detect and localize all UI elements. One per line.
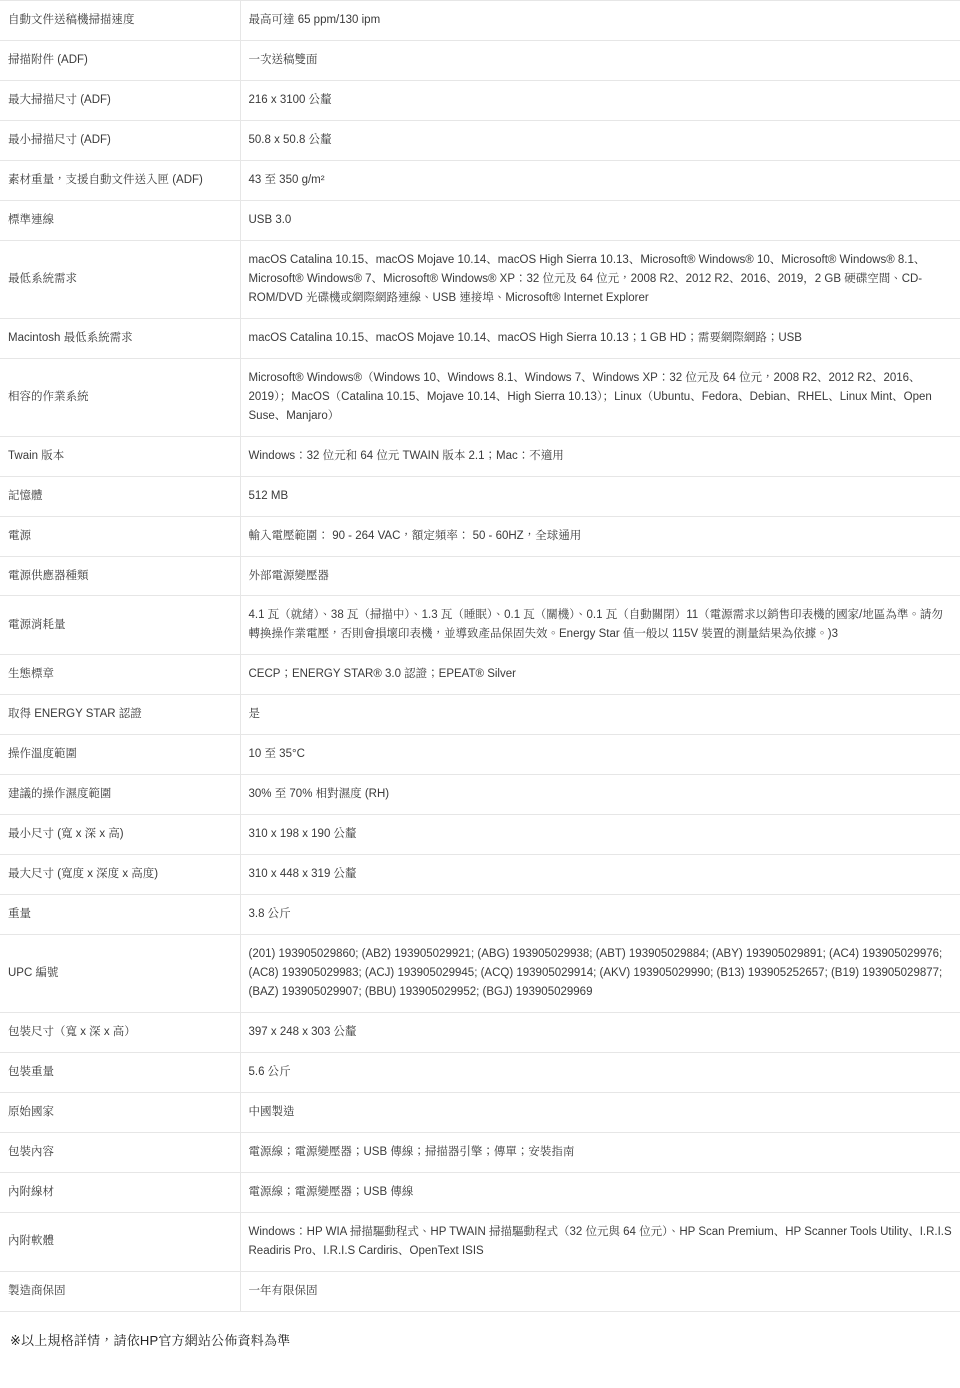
spec-label: 最小尺寸 (寬 x 深 x 高) <box>0 815 240 855</box>
spec-label: 最小掃描尺寸 (ADF) <box>0 120 240 160</box>
table-row <box>0 40 960 80</box>
spec-value: 10 至 35°C <box>248 748 305 761</box>
table-row <box>0 935 960 1013</box>
spec-label: 內附軟體 <box>0 1212 240 1271</box>
spec-label: 最大尺寸 (寬度 x 深度 x 高度) <box>0 855 240 895</box>
table-row <box>0 436 960 476</box>
table-row <box>0 1172 960 1212</box>
table-row <box>0 1053 960 1093</box>
spec-value: USB 3.0 <box>248 213 292 226</box>
spec-value: 中國製造 <box>248 1106 295 1119</box>
spec-value: 397 x 248 x 303 公釐 <box>248 1026 357 1039</box>
spec-value: 一次送稿雙面 <box>248 53 318 66</box>
table-row <box>0 516 960 556</box>
table-row <box>0 695 960 735</box>
spec-label: 包裝內容 <box>0 1133 240 1173</box>
spec-value: CECP；ENERGY STAR® 3.0 認證；EPEAT® Silver <box>248 668 516 681</box>
spec-label: 最大掃描尺寸 (ADF) <box>0 80 240 120</box>
spec-label: 相容的作業系統 <box>0 358 240 436</box>
spec-value: 310 x 448 x 319 公釐 <box>248 868 357 881</box>
spec-value: 310 x 198 x 190 公釐 <box>248 828 357 841</box>
table-row <box>0 735 960 775</box>
spec-label: 生態標章 <box>0 655 240 695</box>
spec-label: 包裝尺寸（寬 x 深 x 高） <box>0 1013 240 1053</box>
spec-label: 電源供應器種類 <box>0 556 240 596</box>
table-row <box>0 1093 960 1133</box>
table-row <box>0 1271 960 1311</box>
table-row <box>0 80 960 120</box>
table-row <box>0 775 960 815</box>
table-row <box>0 815 960 855</box>
spec-label: 記憶體 <box>0 476 240 516</box>
spec-value: 216 x 3100 公釐 <box>248 93 332 106</box>
table-row <box>0 240 960 318</box>
table-row <box>0 1 960 41</box>
spec-label: 操作溫度範圍 <box>0 735 240 775</box>
spec-value: 5.6 公斤 <box>248 1066 291 1079</box>
table-row <box>0 556 960 596</box>
table-row <box>0 895 960 935</box>
spec-value: 30% 至 70% 相對濕度 (RH) <box>248 788 390 801</box>
spec-value: 是 <box>248 708 260 721</box>
spec-label: 製造商保固 <box>0 1271 240 1311</box>
table-row <box>0 1133 960 1173</box>
footnote: ※以上規格詳情，請依HP官方網站公佈資料為準 <box>10 1332 291 1348</box>
spec-value: 電源線；電源變壓器；USB 傳線 <box>248 1185 414 1198</box>
spec-value: macOS Catalina 10.15、macOS Mojave 10.14、macOS High Sierra 10.13；1 GB HD；需要網際網路；USB <box>248 331 802 344</box>
table-row <box>0 160 960 200</box>
spec-value: 4.1 瓦（就緒）、38 瓦（掃描中）、1.3 瓦（睡眠）、0.1 瓦（關機）、0.1 瓦（自動關閉）11（電源需求以銷售印表機的國家/地區為準。請勿轉換操作業電壓，否則會損壞印表機，並導致產品保固失效。Energy Star 值一般以 115V 裝置的測量結果為依據。)3 <box>248 609 943 641</box>
spec-label: 自動文件送稿機掃描速度 <box>0 1 240 41</box>
spec-value: macOS Catalina 10.15、macOS Mojave 10.14、macOS High Sierra 10.13、Microsoft® Windows® 10、Microsoft® Windows® 8.1、Microsoft® Windows® 7、Microsoft® Windows® XP：32 位元及 64 位元，2008 R2、2012 R2、2016、2019，2 GB 硬碟空間、CD-ROM/DVD 光碟機或網際網路連線、USB 連接埠、Microsoft® Internet Explorer <box>248 253 926 304</box>
spec-label: 重量 <box>0 895 240 935</box>
spec-value: Windows：HP WIA 掃描驅動程式、HP TWAIN 掃描驅動程式（32 位元與 64 位元）、HP Scan Premium、HP Scanner Tools Utility、I.R.I.S Readiris Pro、I.R.I.S Cardiris、OpenText ISIS <box>248 1225 952 1257</box>
spec-value: 512 MB <box>248 489 289 502</box>
spec-value: Microsoft® Windows®（Windows 10、Windows 8.1、Windows 7、Windows XP：32 位元及 64 位元，2008 R2、2012 R2、2016、2019）；MacOS（Catalina 10.15、Mojave 10.14、High Sierra 10.13）；Linux（Ubuntu、Fedora、Debian、RHEL、Linux Mint、Open Suse、Manjaro） <box>248 371 932 422</box>
table-row <box>0 318 960 358</box>
table-row <box>0 476 960 516</box>
spec-value: 最高可達 65 ppm/130 ipm <box>248 14 381 26</box>
spec-label: Macintosh 最低系統需求 <box>0 318 240 358</box>
spec-value: (201) 193905029860; (AB2) 193905029921; (ABG) 193905029938; (ABT) 193905029884; (ABY) 193905029891; (AC4) 193905029976; (AC8) 193905029983; (ACJ) 193905029945; (ACQ) 193905029914; (AKV) 193905029990; (B13) 193905252657; (B19) 193905029877; (BAZ) 193905029907; (BBU) 193905029952; (BGJ) 193905029969 <box>248 948 943 999</box>
spec-label: 電源消耗量 <box>0 596 240 655</box>
table-row <box>0 358 960 436</box>
table-row <box>0 200 960 240</box>
spec-value: Windows：32 位元和 64 位元 TWAIN 版本 2.1；Mac：不適用 <box>248 449 564 462</box>
table-row <box>0 655 960 695</box>
spec-value: 一年有限保固 <box>248 1284 318 1297</box>
spec-value: 外部電源變壓器 <box>248 569 329 582</box>
spec-label: 取得 ENERGY STAR 認證 <box>0 695 240 735</box>
spec-label: 包裝重量 <box>0 1053 240 1093</box>
spec-value: 50.8 x 50.8 公釐 <box>248 133 332 146</box>
specifications-table-body <box>0 1 960 1312</box>
spec-label: 標準連線 <box>0 200 240 240</box>
spec-label: 素材重量，支援自動文件送入匣 (ADF) <box>0 160 240 200</box>
table-row <box>0 596 960 655</box>
spec-value: 43 至 350 g/m² <box>248 173 325 186</box>
spec-label: UPC 編號 <box>0 935 240 1013</box>
spec-label: 最低系統需求 <box>0 240 240 318</box>
table-row <box>0 1212 960 1271</box>
spec-value: 3.8 公斤 <box>248 908 291 921</box>
table-row <box>0 120 960 160</box>
spec-label: 建議的操作濕度範圍 <box>0 775 240 815</box>
table-row <box>0 1013 960 1053</box>
spec-label: 掃描附件 (ADF) <box>0 40 240 80</box>
spec-label: Twain 版本 <box>0 436 240 476</box>
spec-value: 輸入電壓範圍： 90 - 264 VAC，額定頻率： 50 - 60HZ，全球通用 <box>248 529 582 542</box>
spec-label: 原始國家 <box>0 1093 240 1133</box>
spec-value: 電源線；電源變壓器；USB 傳線；掃描器引擎；傳單；安裝指南 <box>248 1146 575 1158</box>
spec-label: 內附線材 <box>0 1172 240 1212</box>
table-row <box>0 855 960 895</box>
spec-label: 電源 <box>0 516 240 556</box>
